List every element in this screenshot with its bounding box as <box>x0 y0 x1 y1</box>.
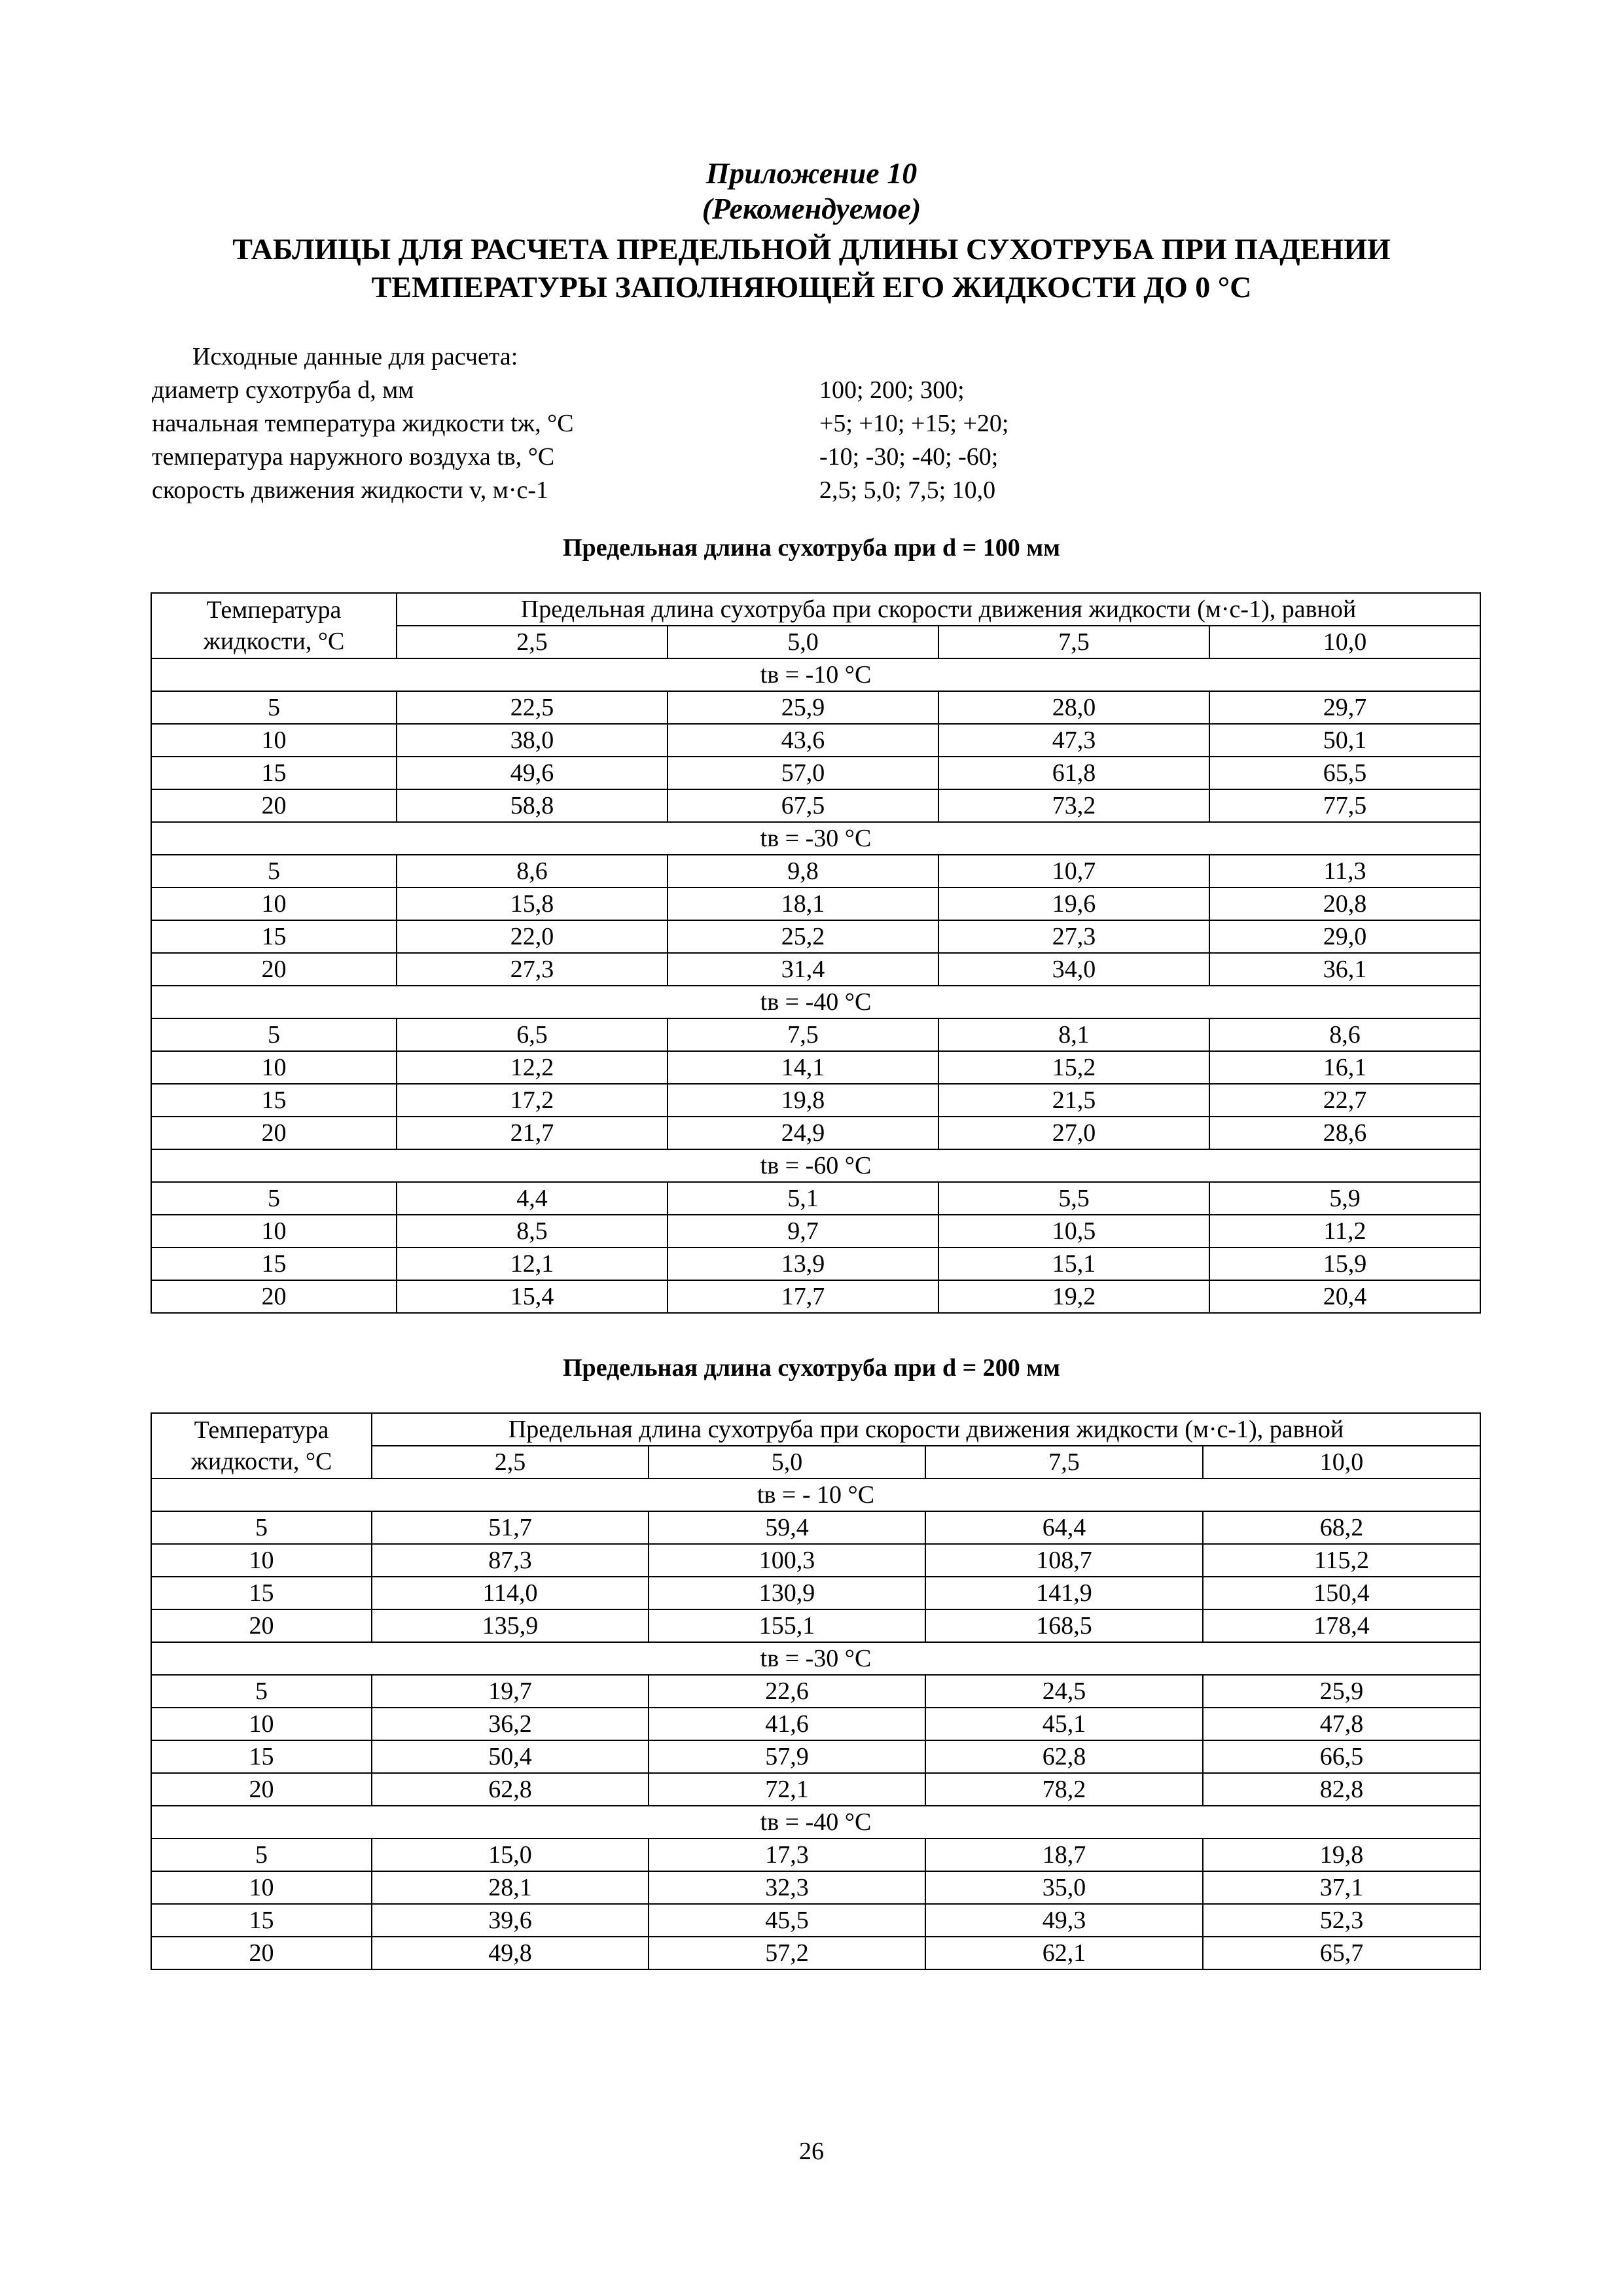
initial-parameters <box>152 340 1068 507</box>
cell-limit-length: 35,0 <box>925 1871 1203 1904</box>
param-label: диаметр сухотруба d, мм <box>152 376 414 404</box>
cell-limit-length: 114,0 <box>372 1577 649 1609</box>
table-caption-d200: Предельная длина сухотруба при d = 200 мм <box>563 1354 1060 1382</box>
group-row <box>151 658 1480 691</box>
table-row <box>151 1544 1480 1577</box>
cell-liquid-temp: 20 <box>151 1937 372 1969</box>
param-value: 2,5; 5,0; 7,5; 10,0 <box>819 476 996 504</box>
column-header-temperature: Температура жидкости, °С <box>151 593 397 658</box>
cell-limit-length: 43,6 <box>668 724 938 757</box>
cell-limit-length: 19,7 <box>372 1675 649 1708</box>
cell-limit-length: 27,0 <box>938 1117 1209 1149</box>
cell-liquid-temp: 10 <box>151 1708 372 1740</box>
appendix-status: (Рекомендуемое) <box>702 192 921 225</box>
cell-limit-length: 14,1 <box>668 1051 938 1084</box>
cell-limit-length: 15,2 <box>938 1051 1209 1084</box>
cell-limit-length: 36,1 <box>1209 953 1480 986</box>
table-row <box>151 1937 1480 1969</box>
cell-limit-length: 8,5 <box>397 1215 668 1247</box>
table-row <box>151 1084 1480 1117</box>
cell-limit-length: 19,6 <box>938 888 1209 920</box>
cell-limit-length: 22,0 <box>397 920 668 953</box>
cell-limit-length: 178,4 <box>1203 1609 1480 1642</box>
params-intro: Исходные данные для расчета: <box>192 343 518 370</box>
cell-limit-length: 9,8 <box>668 855 938 888</box>
page-title-line-1: ТАБЛИЦЫ ДЛЯ РАСЧЕТА ПРЕДЕЛЬНОЙ ДЛИНЫ СУХОТРУБА ПРИ ПАДЕНИИ <box>232 232 1391 266</box>
cell-limit-length: 62,8 <box>372 1773 649 1806</box>
group-row <box>151 1806 1480 1839</box>
cell-limit-length: 17,7 <box>668 1280 938 1313</box>
cell-liquid-temp: 15 <box>151 1740 372 1773</box>
cell-limit-length: 18,1 <box>668 888 938 920</box>
table-row <box>151 1247 1480 1280</box>
cell-limit-length: 24,9 <box>668 1117 938 1149</box>
cell-limit-length: 73,2 <box>938 789 1209 822</box>
cell-limit-length: 27,3 <box>397 953 668 986</box>
param-row <box>152 474 1068 507</box>
cell-limit-length: 49,3 <box>925 1904 1203 1937</box>
cell-limit-length: 108,7 <box>925 1544 1203 1577</box>
table-row <box>151 1839 1480 1871</box>
table-header-row <box>151 593 1480 626</box>
cell-limit-length: 130,9 <box>649 1577 925 1609</box>
cell-limit-length: 57,0 <box>668 757 938 789</box>
cell-liquid-temp: 10 <box>151 1051 397 1084</box>
param-label: температура наружного воздуха tв, °С <box>152 443 555 471</box>
column-header-speed: 2,5 <box>397 626 668 658</box>
param-row <box>152 440 1068 474</box>
table-row <box>151 1051 1480 1084</box>
table-row <box>151 724 1480 757</box>
cell-limit-length: 12,1 <box>397 1247 668 1280</box>
cell-limit-length: 57,2 <box>649 1937 925 1969</box>
cell-limit-length: 47,3 <box>938 724 1209 757</box>
group-label-outdoor-temp: tв = -30 °С <box>151 1642 1480 1675</box>
cell-limit-length: 24,5 <box>925 1675 1203 1708</box>
cell-limit-length: 20,8 <box>1209 888 1480 920</box>
column-header-length: Предельная длина сухотруба при скорости движения жидкости (м·с-1), равной <box>397 593 1480 626</box>
cell-liquid-temp: 20 <box>151 1117 397 1149</box>
cell-limit-length: 11,2 <box>1209 1215 1480 1247</box>
cell-liquid-temp: 5 <box>151 855 397 888</box>
table-row <box>151 855 1480 888</box>
table-row <box>151 1215 1480 1247</box>
table-row <box>151 1708 1480 1740</box>
cell-limit-length: 64,4 <box>925 1511 1203 1544</box>
cell-limit-length: 47,8 <box>1203 1708 1480 1740</box>
cell-limit-length: 19,2 <box>938 1280 1209 1313</box>
appendix-number: Приложение 10 <box>705 156 918 190</box>
group-label-outdoor-temp: tв = -30 °С <box>151 822 1480 855</box>
cell-limit-length: 21,7 <box>397 1117 668 1149</box>
column-header-speed: 10,0 <box>1209 626 1480 658</box>
cell-limit-length: 45,1 <box>925 1708 1203 1740</box>
group-row <box>151 1149 1480 1182</box>
params-intro-row <box>152 340 1068 374</box>
cell-liquid-temp: 5 <box>151 1018 397 1051</box>
cell-limit-length: 50,4 <box>372 1740 649 1773</box>
cell-limit-length: 8,1 <box>938 1018 1209 1051</box>
cell-liquid-temp: 20 <box>151 1609 372 1642</box>
cell-limit-length: 25,2 <box>668 920 938 953</box>
cell-limit-length: 150,4 <box>1203 1577 1480 1609</box>
cell-limit-length: 19,8 <box>668 1084 938 1117</box>
cell-limit-length: 72,1 <box>649 1773 925 1806</box>
cell-limit-length: 20,4 <box>1209 1280 1480 1313</box>
cell-liquid-temp: 5 <box>151 1511 372 1544</box>
cell-liquid-temp: 5 <box>151 1182 397 1215</box>
cell-limit-length: 52,3 <box>1203 1904 1480 1937</box>
cell-limit-length: 100,3 <box>649 1544 925 1577</box>
cell-limit-length: 39,6 <box>372 1904 649 1937</box>
group-label-outdoor-temp: tв = -40 °С <box>151 1806 1480 1839</box>
table-row <box>151 1018 1480 1051</box>
param-value: +5; +10; +15; +20; <box>819 410 1009 437</box>
cell-limit-length: 77,5 <box>1209 789 1480 822</box>
cell-liquid-temp: 10 <box>151 1544 372 1577</box>
cell-limit-length: 15,9 <box>1209 1247 1480 1280</box>
cell-limit-length: 17,2 <box>397 1084 668 1117</box>
table-row <box>151 1773 1480 1806</box>
cell-limit-length: 6,5 <box>397 1018 668 1051</box>
column-header-length: Предельная длина сухотруба при скорости движения жидкости (м·с-1), равной <box>372 1413 1480 1446</box>
param-label: начальная температура жидкости tж, °С <box>152 410 574 437</box>
cell-limit-length: 22,7 <box>1209 1084 1480 1117</box>
cell-liquid-temp: 20 <box>151 789 397 822</box>
cell-liquid-temp: 20 <box>151 1280 397 1313</box>
cell-limit-length: 27,3 <box>938 920 1209 953</box>
table-row <box>151 1511 1480 1544</box>
cell-limit-length: 21,5 <box>938 1084 1209 1117</box>
cell-limit-length: 135,9 <box>372 1609 649 1642</box>
limit-length-table-d200 <box>151 1412 1481 1970</box>
group-label-outdoor-temp: tв = -10 °С <box>151 658 1480 691</box>
column-header-speed: 7,5 <box>925 1446 1203 1479</box>
cell-liquid-temp: 10 <box>151 888 397 920</box>
cell-limit-length: 34,0 <box>938 953 1209 986</box>
page-title-line-2: ТЕМПЕРАТУРЫ ЗАПОЛНЯЮЩЕЙ ЕГО ЖИДКОСТИ ДО 0 °С <box>371 270 1252 304</box>
table-row <box>151 1740 1480 1773</box>
page-number: 26 <box>799 2138 824 2165</box>
table-row <box>151 1904 1480 1937</box>
cell-liquid-temp: 15 <box>151 1084 397 1117</box>
column-header-speed: 7,5 <box>938 626 1209 658</box>
table-row <box>151 1609 1480 1642</box>
cell-limit-length: 50,1 <box>1209 724 1480 757</box>
table-row <box>151 1280 1480 1313</box>
cell-limit-length: 12,2 <box>397 1051 668 1084</box>
column-header-speed: 10,0 <box>1203 1446 1480 1479</box>
cell-limit-length: 5,1 <box>668 1182 938 1215</box>
cell-limit-length: 18,7 <box>925 1839 1203 1871</box>
param-value: -10; -30; -40; -60; <box>819 443 999 471</box>
cell-limit-length: 68,2 <box>1203 1511 1480 1544</box>
cell-liquid-temp: 15 <box>151 920 397 953</box>
cell-limit-length: 5,5 <box>938 1182 1209 1215</box>
group-row <box>151 986 1480 1018</box>
cell-limit-length: 25,9 <box>1203 1675 1480 1708</box>
cell-limit-length: 78,2 <box>925 1773 1203 1806</box>
cell-limit-length: 57,9 <box>649 1740 925 1773</box>
cell-limit-length: 28,0 <box>938 691 1209 724</box>
cell-liquid-temp: 10 <box>151 1871 372 1904</box>
cell-limit-length: 82,8 <box>1203 1773 1480 1806</box>
cell-limit-length: 61,8 <box>938 757 1209 789</box>
column-header-speed: 5,0 <box>668 626 938 658</box>
cell-limit-length: 62,8 <box>925 1740 1203 1773</box>
cell-limit-length: 38,0 <box>397 724 668 757</box>
group-label-outdoor-temp: tв = -40 °С <box>151 986 1480 1018</box>
cell-limit-length: 28,6 <box>1209 1117 1480 1149</box>
table-row <box>151 1675 1480 1708</box>
group-row <box>151 1479 1480 1511</box>
cell-limit-length: 16,1 <box>1209 1051 1480 1084</box>
param-label: скорость движения жидкости v, м·с-1 <box>152 476 548 504</box>
cell-limit-length: 13,9 <box>668 1247 938 1280</box>
cell-limit-length: 62,1 <box>925 1937 1203 1969</box>
cell-limit-length: 10,7 <box>938 855 1209 888</box>
cell-liquid-temp: 15 <box>151 1904 372 1937</box>
limit-length-table-d100 <box>151 592 1481 1314</box>
group-label-outdoor-temp: tв = -60 °С <box>151 1149 1480 1182</box>
column-header-speed: 2,5 <box>372 1446 649 1479</box>
table-row <box>151 789 1480 822</box>
cell-limit-length: 28,1 <box>372 1871 649 1904</box>
table-row <box>151 691 1480 724</box>
cell-limit-length: 17,3 <box>649 1839 925 1871</box>
cell-liquid-temp: 20 <box>151 953 397 986</box>
cell-limit-length: 49,8 <box>372 1937 649 1969</box>
table-row <box>151 920 1480 953</box>
cell-liquid-temp: 5 <box>151 1675 372 1708</box>
cell-liquid-temp: 5 <box>151 691 397 724</box>
cell-limit-length: 10,5 <box>938 1215 1209 1247</box>
table-caption-d100: Предельная длина сухотруба при d = 100 мм <box>563 534 1060 562</box>
cell-limit-length: 58,8 <box>397 789 668 822</box>
cell-limit-length: 29,7 <box>1209 691 1480 724</box>
cell-liquid-temp: 15 <box>151 757 397 789</box>
cell-limit-length: 7,5 <box>668 1018 938 1051</box>
param-value: 100; 200; 300; <box>819 376 965 404</box>
cell-limit-length: 41,6 <box>649 1708 925 1740</box>
cell-limit-length: 15,0 <box>372 1839 649 1871</box>
cell-limit-length: 32,3 <box>649 1871 925 1904</box>
cell-liquid-temp: 10 <box>151 1215 397 1247</box>
cell-limit-length: 37,1 <box>1203 1871 1480 1904</box>
cell-limit-length: 29,0 <box>1209 920 1480 953</box>
cell-limit-length: 31,4 <box>668 953 938 986</box>
cell-limit-length: 115,2 <box>1203 1544 1480 1577</box>
cell-liquid-temp: 15 <box>151 1247 397 1280</box>
cell-limit-length: 155,1 <box>649 1609 925 1642</box>
cell-limit-length: 65,5 <box>1209 757 1480 789</box>
group-label-outdoor-temp: tв = - 10 °С <box>151 1479 1480 1511</box>
cell-limit-length: 9,7 <box>668 1215 938 1247</box>
cell-limit-length: 168,5 <box>925 1609 1203 1642</box>
cell-limit-length: 87,3 <box>372 1544 649 1577</box>
cell-limit-length: 45,5 <box>649 1904 925 1937</box>
cell-limit-length: 8,6 <box>397 855 668 888</box>
cell-liquid-temp: 15 <box>151 1577 372 1609</box>
cell-limit-length: 65,7 <box>1203 1937 1480 1969</box>
cell-limit-length: 59,4 <box>649 1511 925 1544</box>
param-row <box>152 374 1068 407</box>
table-header-row <box>151 1413 1480 1446</box>
table-row <box>151 1182 1480 1215</box>
group-row <box>151 822 1480 855</box>
cell-limit-length: 15,1 <box>938 1247 1209 1280</box>
group-row <box>151 1642 1480 1675</box>
cell-limit-length: 15,8 <box>397 888 668 920</box>
cell-liquid-temp: 5 <box>151 1839 372 1871</box>
table-row <box>151 1577 1480 1609</box>
cell-limit-length: 4,4 <box>397 1182 668 1215</box>
cell-liquid-temp: 10 <box>151 724 397 757</box>
cell-limit-length: 66,5 <box>1203 1740 1480 1773</box>
table-row <box>151 757 1480 789</box>
cell-limit-length: 22,6 <box>649 1675 925 1708</box>
cell-limit-length: 22,5 <box>397 691 668 724</box>
cell-limit-length: 25,9 <box>668 691 938 724</box>
table-row <box>151 1871 1480 1904</box>
cell-limit-length: 8,6 <box>1209 1018 1480 1051</box>
column-header-temperature: Температура жидкости, °С <box>151 1413 372 1479</box>
param-row <box>152 407 1068 440</box>
cell-limit-length: 11,3 <box>1209 855 1480 888</box>
table-row <box>151 953 1480 986</box>
cell-limit-length: 51,7 <box>372 1511 649 1544</box>
cell-limit-length: 67,5 <box>668 789 938 822</box>
cell-limit-length: 15,4 <box>397 1280 668 1313</box>
table-row <box>151 1117 1480 1149</box>
cell-limit-length: 19,8 <box>1203 1839 1480 1871</box>
cell-liquid-temp: 20 <box>151 1773 372 1806</box>
cell-limit-length: 141,9 <box>925 1577 1203 1609</box>
column-header-speed: 5,0 <box>649 1446 925 1479</box>
cell-limit-length: 49,6 <box>397 757 668 789</box>
cell-limit-length: 36,2 <box>372 1708 649 1740</box>
table-row <box>151 888 1480 920</box>
cell-limit-length: 5,9 <box>1209 1182 1480 1215</box>
